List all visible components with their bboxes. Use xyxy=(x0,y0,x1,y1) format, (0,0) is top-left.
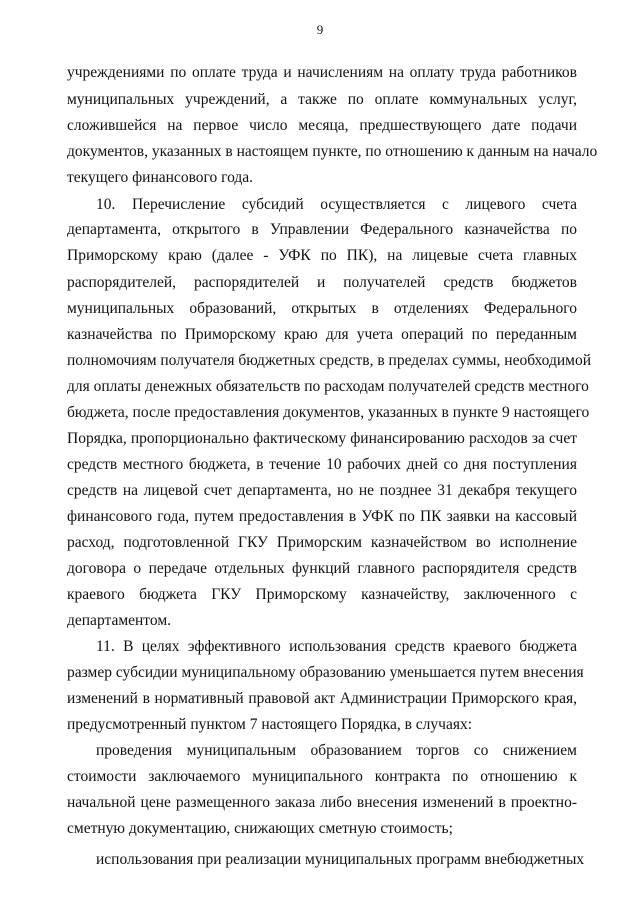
text-line: учреждениями по оплате труда и начислениям на оплату труда работников xyxy=(67,64,577,81)
text-line: начальной цене размещенного заказа либо внесения изменений в проектно- xyxy=(67,794,577,811)
text-line: изменений в нормативный правовой акт Администрации Приморского края, xyxy=(67,690,577,707)
text-line: средств на лицевой счет департамента, но не позднее 31 декабря текущего xyxy=(67,482,577,499)
text-line: Порядка, пропорционально фактическому финансированию расходов за счет xyxy=(67,430,577,447)
text-line: размер субсидии муниципальному образованию уменьшается путем внесения xyxy=(67,664,584,681)
text-line: муниципальных учреждений, а также по оплате коммунальных услуг, xyxy=(67,91,577,108)
text-line: полномочиям получателя бюджетных средств, в пределах суммы, необходимой xyxy=(67,352,591,369)
text-line: бюджета, после предоставления документов, указанных в пункте 9 настоящего xyxy=(67,404,590,421)
text-line: для оплаты денежных обязательств по расходам получателей средств местного xyxy=(67,378,589,395)
text-line: договора о передаче отдельных функций главного распорядителя средств xyxy=(67,560,577,577)
text-line: 11. В целях эффективного использования средств краевого бюджета xyxy=(96,638,577,655)
text-line: использования при реализации муниципальных программ внебюджетных xyxy=(96,851,585,868)
text-line: департаментом. xyxy=(67,612,172,629)
text-line: финансового года, путем предоставления в УФК по ПК заявки на кассовый xyxy=(67,508,577,525)
text-line: департамента, открытого в Управлении Федерального казначейства по xyxy=(67,221,577,238)
text-line: предусмотренный пунктом 7 настоящего Порядка, в случаях: xyxy=(67,716,473,733)
page-number: 9 xyxy=(316,22,324,37)
text-line: 10. Перечисление субсидий осуществляется с лицевого счета xyxy=(96,196,577,213)
text-line: проведения муниципальным образованием торгов со снижением xyxy=(96,742,577,759)
text-line: сметную документацию, снижающих сметную стоимость; xyxy=(67,820,453,837)
text-line: распорядителей, распорядителей и получателей средств бюджетов xyxy=(67,274,577,291)
text-line: муниципальных образований, открытых в отделениях Федерального xyxy=(67,300,577,317)
text-line: казначейства по Приморскому краю для учета операций по переданным xyxy=(67,326,577,343)
text-line: текущего финансового года. xyxy=(67,169,254,186)
text-line: краевого бюджета ГКУ Приморскому казначейству, заключенного с xyxy=(67,586,577,603)
text-line: стоимости заключаемого муниципального контракта по отношению к xyxy=(67,768,577,785)
text-line: документов, указанных в настоящем пункте, по отношению к данным на начало xyxy=(67,143,598,160)
text-line: сложившейся на первое число месяца, предшествующего дате подачи xyxy=(67,117,577,134)
text-line: средств местного бюджета, в течение 10 рабочих дней со дня поступления xyxy=(67,456,577,473)
text-line: расход, подготовленной ГКУ Приморским казначейством во исполнение xyxy=(67,534,577,551)
text-line: Приморскому краю (далее - УФК по ПК), на лицевые счета главных xyxy=(67,247,577,264)
